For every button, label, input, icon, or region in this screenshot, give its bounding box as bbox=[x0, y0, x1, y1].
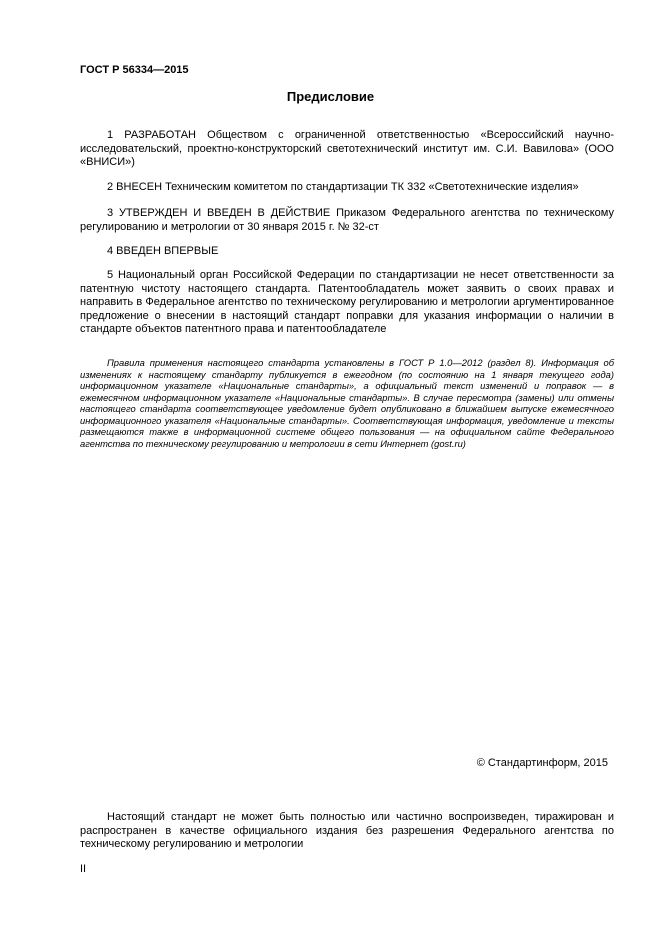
paragraph-patent-notice: 5 Национальный орган Российской Федерации по стандартизации не несет ответственности за патентную чистоту настоящего стандарта. Патентообладатель может заявить о своих правах и направить в Федеральное агентство по техническому регулированию и метрологии аргументированное предложение о внесении в настоящий стандарт поправки для указания информации о наличии в стандарте объектов патентного права и патентообладателе bbox=[80, 269, 614, 336]
paragraph-approved: 3 УТВЕРЖДЕН И ВВЕДЕН В ДЕЙСТВИЕ Приказом Федерального агентства по техническому регулированию и метрологии от 30 января 2015 г. № 32-ст bbox=[80, 207, 614, 233]
paragraph-introduced-first: 4 ВВЕДЕН ВПЕРВЫЕ bbox=[107, 245, 219, 257]
paragraph-introduced-by: 2 ВНЕСЕН Техническим комитетом по стандартизации ТК 332 «Светотехнические изделия» bbox=[107, 181, 579, 193]
page-title: Предисловие bbox=[286, 89, 375, 104]
page-number: II bbox=[80, 863, 87, 875]
reproduction-notice: Настоящий стандарт не может быть полностью или частично воспроизведен, тиражирован и распространен в качестве официального издания без разрешения Федерального агентства по техническому регулированию и метрологии bbox=[80, 811, 614, 851]
copyright-notice: © Стандартинформ, 2015 bbox=[476, 757, 608, 769]
standard-id-header: ГОСТ Р 56334—2015 bbox=[80, 64, 189, 76]
application-rules-note: Правила применения настоящего стандарта установлены в ГОСТ Р 1.0—2012 (раздел 8). Информация об изменениях к настоящему стандарту публикуется в ежегодном (по состоянию на 1 января текущего года) информационном указателе «Национальные стандарты», а официальный текст изменений и поправок — в ежемесячном информационном указателе «Национальные стандарты». В случае пересмотра (замены) или отмены настоящего стандарта соответствующее уведомление будет опубликовано в ближайшем выпуске ежемесячного информационного указателя «Национальные стандарты». Соответствующая информация, уведомление и тексты размещаются также в информационной системе общего пользования — на официальном сайте Федерального агентства по техническому регулированию и метрологии в сети Интернет (gost.ru) bbox=[80, 357, 614, 449]
paragraph-developed-by: 1 РАЗРАБОТАН Обществом с ограниченной ответственностью «Всероссийский научно-исследовательский, проектно-конструкторский светотехнический институт им. С.И. Вавилова» (ООО «ВНИСИ») bbox=[80, 129, 614, 169]
